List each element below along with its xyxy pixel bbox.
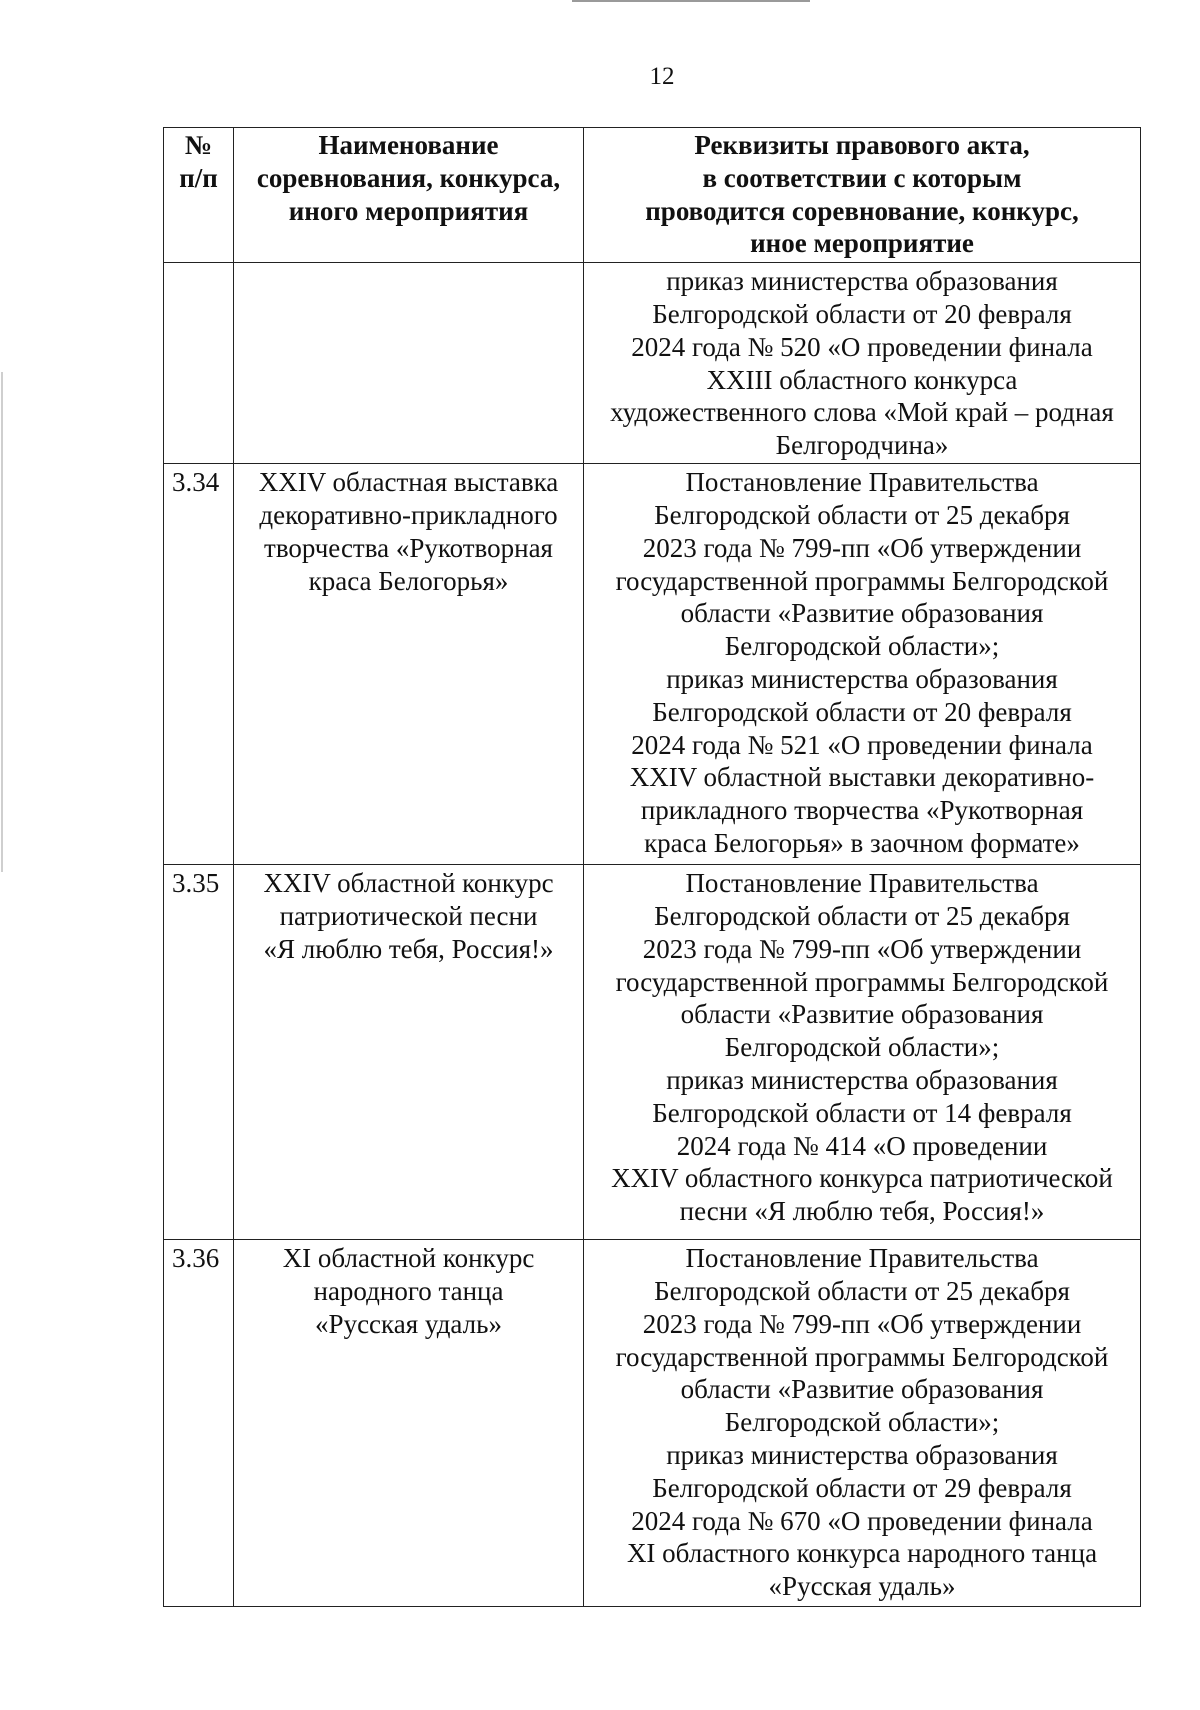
- act-line: 2024 года № 414 «О проведении: [676, 1130, 1048, 1161]
- act-line: Белгородской области от 29 февраля: [652, 1472, 1072, 1503]
- table-row: [164, 464, 1141, 865]
- act-line: 2024 года № 670 «О проведении финала: [631, 1505, 1093, 1536]
- name-line: XXIV областная выставка: [258, 467, 559, 498]
- header-name: [234, 128, 584, 263]
- act-line: государственной программы Белгородской: [615, 966, 1109, 997]
- act-line: Постановление Правительства: [685, 868, 1039, 899]
- act-line: Белгородской области»;: [724, 1407, 1000, 1438]
- row-number: 3.35: [164, 865, 234, 1240]
- header-line: в соответствии с которым: [702, 162, 1022, 193]
- table-header-row: [164, 128, 1141, 263]
- legal-act: [584, 464, 1141, 865]
- header-line: п/п: [179, 162, 218, 193]
- header-number: [164, 128, 234, 263]
- act-line: государственной программы Белгородской: [615, 1341, 1109, 1372]
- legal-act: [584, 1240, 1141, 1607]
- row-number: 3.34: [164, 464, 234, 865]
- act-line: Белгородской области от 20 февраля: [652, 696, 1072, 727]
- header-line: №: [184, 130, 213, 160]
- name-line: народного танца: [313, 1275, 504, 1306]
- header-legal-act: [584, 128, 1141, 263]
- header-line: соревнования, конкурса,: [256, 162, 561, 193]
- act-line: области «Развитие образования: [680, 1374, 1044, 1405]
- header-line: иного мероприятия: [288, 195, 529, 226]
- act-line: XI областного конкурса народного танца: [626, 1538, 1098, 1569]
- competition-name: [234, 1240, 584, 1607]
- act-line: Белгородской области от 25 декабря: [654, 1275, 1070, 1306]
- table-row: [164, 865, 1141, 1240]
- act-line: Постановление Правительства: [685, 467, 1039, 498]
- header-line: проводится соревнование, конкурс,: [645, 195, 1079, 226]
- row-number: 3.36: [164, 1240, 234, 1607]
- act-line: Белгородской области от 14 февраля: [652, 1097, 1072, 1128]
- header-line: иное мероприятие: [750, 228, 974, 259]
- act-line: 2024 года № 520 «О проведении финала: [631, 331, 1093, 362]
- act-line: Белгородской области»;: [724, 631, 1000, 662]
- name-line: XI областной конкурс: [282, 1243, 535, 1274]
- competition-name: [234, 464, 584, 865]
- name-line: творчества «Рукотворная: [264, 532, 553, 563]
- act-line: прикладного творчества «Рукотворная: [640, 795, 1084, 826]
- act-line: XXIV областной выставки декоративно-: [629, 762, 1095, 793]
- act-line: приказ министерства образования: [666, 266, 1058, 297]
- act-line: 2023 года № 799-пп «Об утверждении: [642, 933, 1082, 964]
- act-line: XXIII областного конкурса: [706, 364, 1018, 395]
- competition-name: [234, 865, 584, 1240]
- act-line: 2023 года № 799-пп «Об утверждении: [642, 1308, 1082, 1339]
- act-line: приказ министерства образования: [666, 1439, 1058, 1470]
- name-line: краса Белогорья»: [308, 565, 509, 596]
- act-line: Белгородчина»: [775, 430, 949, 461]
- name-line: «Русская удаль»: [315, 1308, 502, 1339]
- act-line: краса Белогорья» в заочном формате»: [644, 827, 1080, 858]
- header-line: Реквизиты правового акта,: [694, 130, 1030, 160]
- scan-edge-mark: [1, 372, 3, 872]
- act-line: области «Развитие образования: [680, 999, 1044, 1030]
- act-line: приказ министерства образования: [666, 663, 1058, 694]
- act-line: государственной программы Белгородской: [615, 565, 1109, 596]
- legal-act: [584, 263, 1141, 464]
- act-line: Белгородской области от 20 февраля: [652, 298, 1072, 329]
- act-line: области «Развитие образования: [680, 598, 1044, 629]
- name-line: «Я люблю тебя, Россия!»: [263, 933, 554, 964]
- competitions-table: [163, 127, 1141, 1607]
- act-line: Белгородской области от 25 декабря: [654, 900, 1070, 931]
- act-line: Постановление Правительства: [685, 1243, 1039, 1274]
- competition-name: [234, 263, 584, 464]
- act-line: Белгородской области от 25 декабря: [654, 499, 1070, 530]
- top-rule: [572, 0, 810, 2]
- header-line: Наименование: [318, 130, 499, 160]
- page-number: 12: [649, 63, 675, 90]
- table-row: [164, 1240, 1141, 1607]
- act-line: XXIV областного конкурса патриотической: [611, 1163, 1113, 1194]
- name-line: XXIV областной конкурс: [263, 868, 554, 899]
- act-line: художественного слова «Мой край – родная: [610, 397, 1114, 428]
- row-number: [164, 263, 234, 464]
- act-line: песни «Я люблю тебя, Россия!»: [679, 1196, 1045, 1227]
- act-line: Белгородской области»;: [724, 1032, 1000, 1063]
- act-line: 2023 года № 799-пп «Об утверждении: [642, 532, 1082, 563]
- name-line: патриотической песни: [279, 900, 538, 931]
- act-line: приказ министерства образования: [666, 1064, 1058, 1095]
- act-line: «Русская удаль»: [768, 1571, 956, 1602]
- table-row: [164, 263, 1141, 464]
- legal-act: [584, 865, 1141, 1240]
- name-line: декоративно-прикладного: [259, 499, 558, 530]
- act-line: 2024 года № 521 «О проведении финала: [631, 729, 1093, 760]
